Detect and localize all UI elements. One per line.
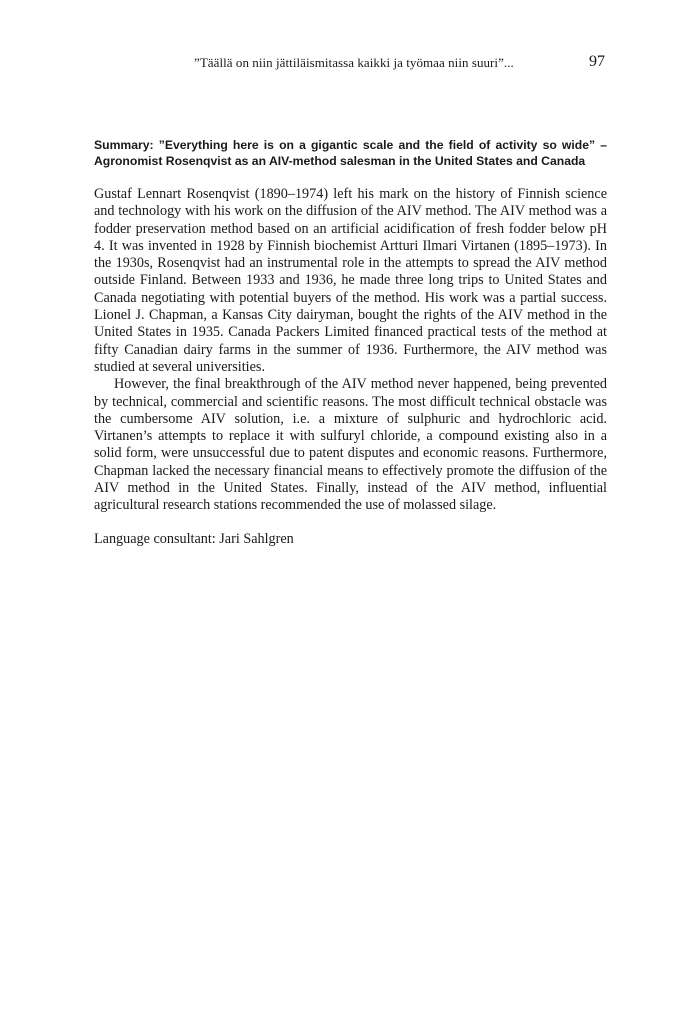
running-header xyxy=(94,54,606,74)
summary-title: Summary: ”Everything here is on a gigantic scale and the field of activity so wide” – Agronomist Rosenqvist as an AIV-method salesman in the United States and Canada xyxy=(94,138,607,168)
summary-paragraph: Gustaf Lennart Rosenqvist (1890–1974) left his mark on the history of Finnish science and technology with his work on the diffusion of the AIV method. The AIV method was a fodder preservation method based on an artificial acidification of fresh fodder below pH 4. It was invented in 1928 by Finnish biochemist Artturi Ilmari Virtanen (1895–1973). In the 1930s, Rosenqvist had an instrumental role in the attempts to spread the AIV method outside Finland. Between 1933 and 1936, he made three long trips to United States and Canada negotiating with potential buyers of the method. His work was a partial success. Lionel J. Chapman, a Kansas City dairyman, bought the rights of the AIV method in the United States in 1935. Canada Packers Limited financed practical tests of the method at fifty Canadian dairy farms in the summer of 1936. Furthermore, the AIV method was studied at several universities. xyxy=(94,186,607,375)
summary-body xyxy=(94,186,607,515)
language-consultant: Language consultant: Jari Sahlgren xyxy=(94,531,294,547)
running-title: ”Täällä on niin jättiläismitassa kaikki ja työmaa niin suuri”... xyxy=(194,55,514,70)
summary-paragraph: However, the final breakthrough of the AIV method never happened, being prevented by technical, commercial and scientific reasons. The most difficult technical obstacle was the cumbersome AIV solution, i.e. a mixture of sulphuric and hydrochloric acid. Virtanen’s attempts to replace it with sulfuryl chloride, a compound existing also in a solid form, were unsuccessful due to patent disputes and economic reasons. Furthermore, Chapman lacked the necessary financial means to effectively promote the diffusion of the AIV method in the United States. Finally, instead of the AIV method, influential agricultural research stations recommended the use of molassed silage. xyxy=(94,376,607,514)
page-number: 97 xyxy=(589,53,605,70)
